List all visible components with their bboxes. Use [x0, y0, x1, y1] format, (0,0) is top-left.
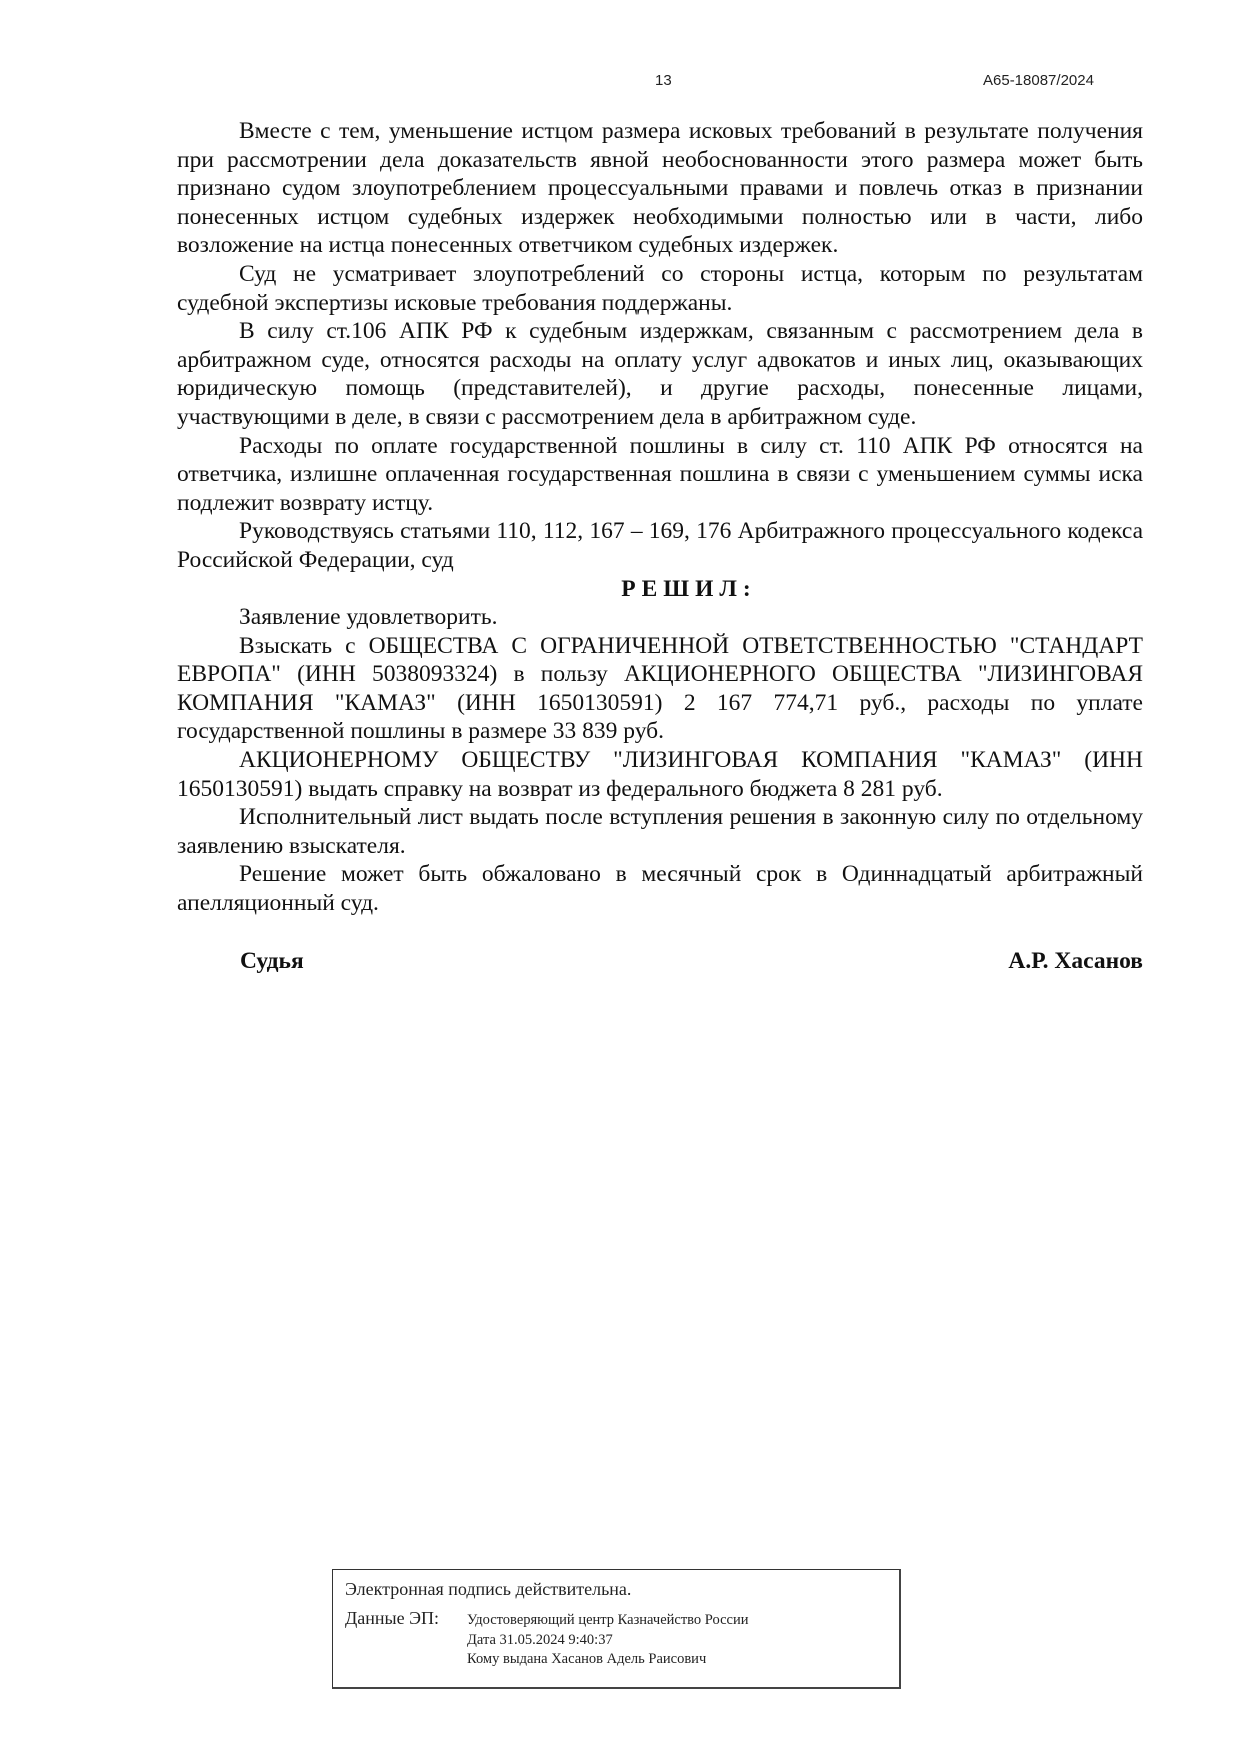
electronic-signature-stamp — [332, 1569, 901, 1689]
judge-signature — [240, 948, 1143, 978]
signature-issued-to: Кому выдана Хасанов Адель Раисович — [467, 1651, 707, 1667]
page-header — [0, 72, 1241, 92]
signature-status: Электронная подпись действительна. — [345, 1579, 632, 1599]
paragraph-article-106: В силу ст.106 АПК РФ к судебным издержкам, связанным с рассмотрением дела в арбитражном суде, относятся расходы на оплату услуг адвокатов и иных лиц, оказывающих юридическую помощь (представителей), и другие расходы, понесенные лицами, участвующими в деле, в связи с рассмотрением дела в арбитражном суде. — [177, 318, 1143, 430]
paragraph-guided-by: Руководствуясь статьями 110, 112, 167 – 169, 176 Арбитражного процессуального кодекса Российской Федерации, суд — [177, 518, 1143, 573]
decision-satisfy: Заявление удовлетворить. — [239, 604, 498, 631]
document-body — [177, 117, 1143, 918]
signature-details — [467, 1611, 749, 1670]
page-number: 13 — [655, 72, 672, 89]
signature-issuer: Удостоверяющий центр Казначейство России — [467, 1612, 749, 1628]
decision-recover: Взыскать с ОБЩЕСТВА С ОГРАНИЧЕННОЙ ОТВЕТСТВЕННОСТЬЮ "СТАНДАРТ ЕВРОПА" (ИНН 5038093324) в пользу АКЦИОНЕРНОГО ОБЩЕСТВА "ЛИЗИНГОВАЯ КОМПАНИЯ "КАМАЗ" (ИНН 1650130591) 2 167 774,71 руб., расходы по уплате государственной пошлины в размере 33 839 руб. — [177, 632, 1143, 745]
decision-refund: АКЦИОНЕРНОМУ ОБЩЕСТВУ "ЛИЗИНГОВАЯ КОМПАНИЯ "КАМАЗ" (ИНН 1650130591) выдать справку на возврат из федерального бюджета 8 281 руб. — [177, 747, 1143, 802]
judge-name: А.Р. Хасанов — [1008, 948, 1143, 974]
signature-date: Дата 31.05.2024 9:40:37 — [467, 1631, 613, 1648]
decision-appeal: Решение может быть обжаловано в месячный срок в Одиннадцатый арбитражный апелляционный суд. — [177, 861, 1143, 917]
paragraph-state-duty: Расходы по оплате государственной пошлины в силу ст. 110 АПК РФ относятся на ответчика, излишне оплаченная государственная пошлина в связи с уменьшением суммы иска подлежит возврату истцу. — [177, 432, 1143, 516]
judge-title: Судья — [240, 948, 304, 974]
decision-writ: Исполнительный лист выдать после вступления решения в законную силу по отдельному заявлению взыскателя. — [177, 804, 1143, 859]
decision-heading: РЕШИЛ: — [621, 575, 757, 602]
paragraph-no-abuse: Суд не усматривает злоупотреблений со стороны истца, которым по результатам судебной экспертизы исковые требования поддержаны. — [177, 260, 1143, 316]
case-number: А65-18087/2024 — [983, 72, 1094, 89]
paragraph-costs-reduction: Вместе с тем, уменьшение истцом размера исковых требований в результате получения при рассмотрении дела доказательств явной необоснованности этого размера может быть признано судом злоупотреблением процессуальными правами и повлечь отказ в признании понесенных истцом судебных издержек необходимыми полностью или в части, либо возложение на истца понесенных ответчиком судебных издержек. — [177, 118, 1143, 259]
signature-data-label: Данные ЭП: — [345, 1608, 439, 1628]
